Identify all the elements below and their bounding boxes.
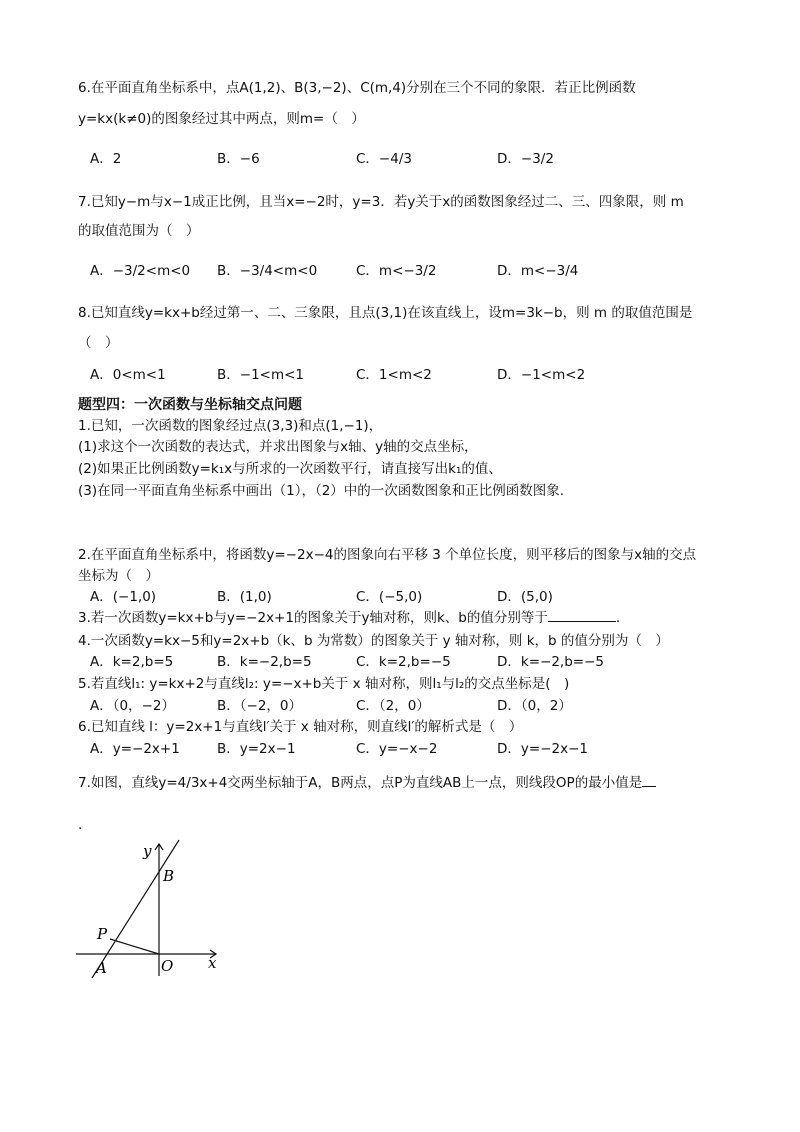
option-a: A．k=2,b=5 xyxy=(90,654,174,670)
p3-line xyxy=(78,609,620,627)
p3-end: . xyxy=(615,610,621,626)
p2-line1: 2.在平面直角坐标系中，将函数y=−2x−4的图象向右平移 3 个单位长度，则平移后的图象与x轴的交点 xyxy=(78,547,697,563)
option-d: D．−1<m<2 xyxy=(497,367,586,383)
q8a-options xyxy=(90,366,730,384)
label-y: y xyxy=(143,842,152,860)
p5-line: 5.若直线l₁: y=kx+2与直线l₂: y=−x+b关于 x 轴对称，则l₁与l₂的交点坐标是( ) xyxy=(78,676,570,692)
option-d: D．−3/2 xyxy=(497,151,554,167)
option-c: C．y=−x−2 xyxy=(356,741,438,757)
option-c: C．(−5,0) xyxy=(356,589,423,605)
option-b: B．k=−2,b=5 xyxy=(217,654,312,670)
option-b: B．−3/4<m<0 xyxy=(217,263,318,279)
answer-blank xyxy=(548,609,616,622)
option-c: C．m<−3/2 xyxy=(356,263,437,279)
option-b: B．(1,0) xyxy=(217,589,272,605)
answer-blank xyxy=(642,774,656,787)
option-a: A．(−1,0) xyxy=(90,589,157,605)
label-a: A xyxy=(96,959,107,977)
option-c: C．−4/3 xyxy=(356,151,412,167)
p1-line2: (1)求这个一次函数的表达式，并求出图象与x轴、y轴的交点坐标， xyxy=(78,439,478,455)
p2-options xyxy=(90,588,730,606)
q7a-line2: 的取值范围为（ ） xyxy=(78,223,200,239)
option-a: A．（0，−2） xyxy=(90,698,175,714)
option-c: C．1<m<2 xyxy=(356,367,432,383)
option-d: D．(5,0) xyxy=(497,589,553,605)
p2-line2: 坐标为（ ） xyxy=(78,568,159,584)
segment-op xyxy=(110,939,159,954)
q6a-line1: 6.在平面直角坐标系中，点A(1,2)、B(3,−2)、C(m,4)分别在三个不同的象限．若正比例函数 xyxy=(78,80,636,96)
option-a: A．y=−2x+1 xyxy=(90,741,180,757)
p4-options xyxy=(90,653,730,671)
q8a-line1: 8.已知直线y=kx+b经过第一、二、三象限，且点(3,1)在该直线上，设m=3k−b，则 m 的取值范围是 xyxy=(78,305,693,321)
option-c: C．（2，0） xyxy=(356,698,430,714)
q6a-options xyxy=(90,150,730,168)
p5-options xyxy=(90,697,730,715)
option-b: B．−1<m<1 xyxy=(217,367,305,383)
label-b: B xyxy=(163,867,175,885)
option-d: D．m<−3/4 xyxy=(497,263,579,279)
p7-line xyxy=(78,774,656,792)
label-o: O xyxy=(161,957,174,975)
option-b: B．−6 xyxy=(217,151,260,167)
p4-line: 4.一次函数y=kx−5和y=2x+b（k、b 为常数）的图象关于 y 轴对称，则 k，b 的值分别为（ ） xyxy=(78,633,669,649)
p1-line4: (3)在同一平面直角坐标系中画出（1），（2）中的一次函数图象和正比例函数图象. xyxy=(78,483,565,499)
q8a-line2: （ ） xyxy=(78,335,119,351)
p1-line1: 1.已知，一次函数的图象经过点(3,3)和点(1,−1)， xyxy=(78,418,383,434)
label-x: x xyxy=(208,954,217,972)
option-a: A．2 xyxy=(90,151,122,167)
option-d: D．k=−2,b=−5 xyxy=(497,654,604,670)
option-a: A．0<m<1 xyxy=(90,367,166,383)
q7a-line1: 7.已知y−m与x−1成正比例，且当x=−2时，y=3．若y关于x的函数图象经过二、三、四象限，则 m xyxy=(78,194,684,210)
p7-text: 7.如图，直线y=4/3x+4交两坐标轴于A，B两点，点P为直线AB上一点，则线段OP的最小值是 xyxy=(78,775,643,791)
label-p: P xyxy=(97,925,108,943)
section-title: 题型四：一次函数与坐标轴交点问题 xyxy=(78,397,302,413)
option-c: C．k=2,b=−5 xyxy=(356,654,451,670)
q6a-line2: y=kx(k≠0)的图象经过其中两点，则m=（ ） xyxy=(78,111,365,127)
coordinate-figure xyxy=(70,836,230,986)
option-d: D．y=−2x−1 xyxy=(497,741,588,757)
p1-line3: (2)如果正比例函数y=k₁x与所求的一次函数平行，请直接写出k₁的值、 xyxy=(78,461,502,477)
p7-line2: . xyxy=(78,817,83,833)
p3-text: 3.若一次函数y=kx+b与y=−2x+1的图象关于y轴对称，则k、b的值分别等于 xyxy=(78,610,548,626)
option-b: B．（−2，0） xyxy=(217,698,303,714)
p6-line: 6.已知直线 l：y=2x+1与直线l′关于 x 轴对称，则直线l′的解析式是（ ） xyxy=(78,719,523,735)
option-a: A．−3/2<m<0 xyxy=(90,263,191,279)
option-d: D．（0，2） xyxy=(497,698,572,714)
option-b: B．y=2x−1 xyxy=(217,741,296,757)
q7a-options xyxy=(90,262,730,280)
p6-options xyxy=(90,740,730,758)
